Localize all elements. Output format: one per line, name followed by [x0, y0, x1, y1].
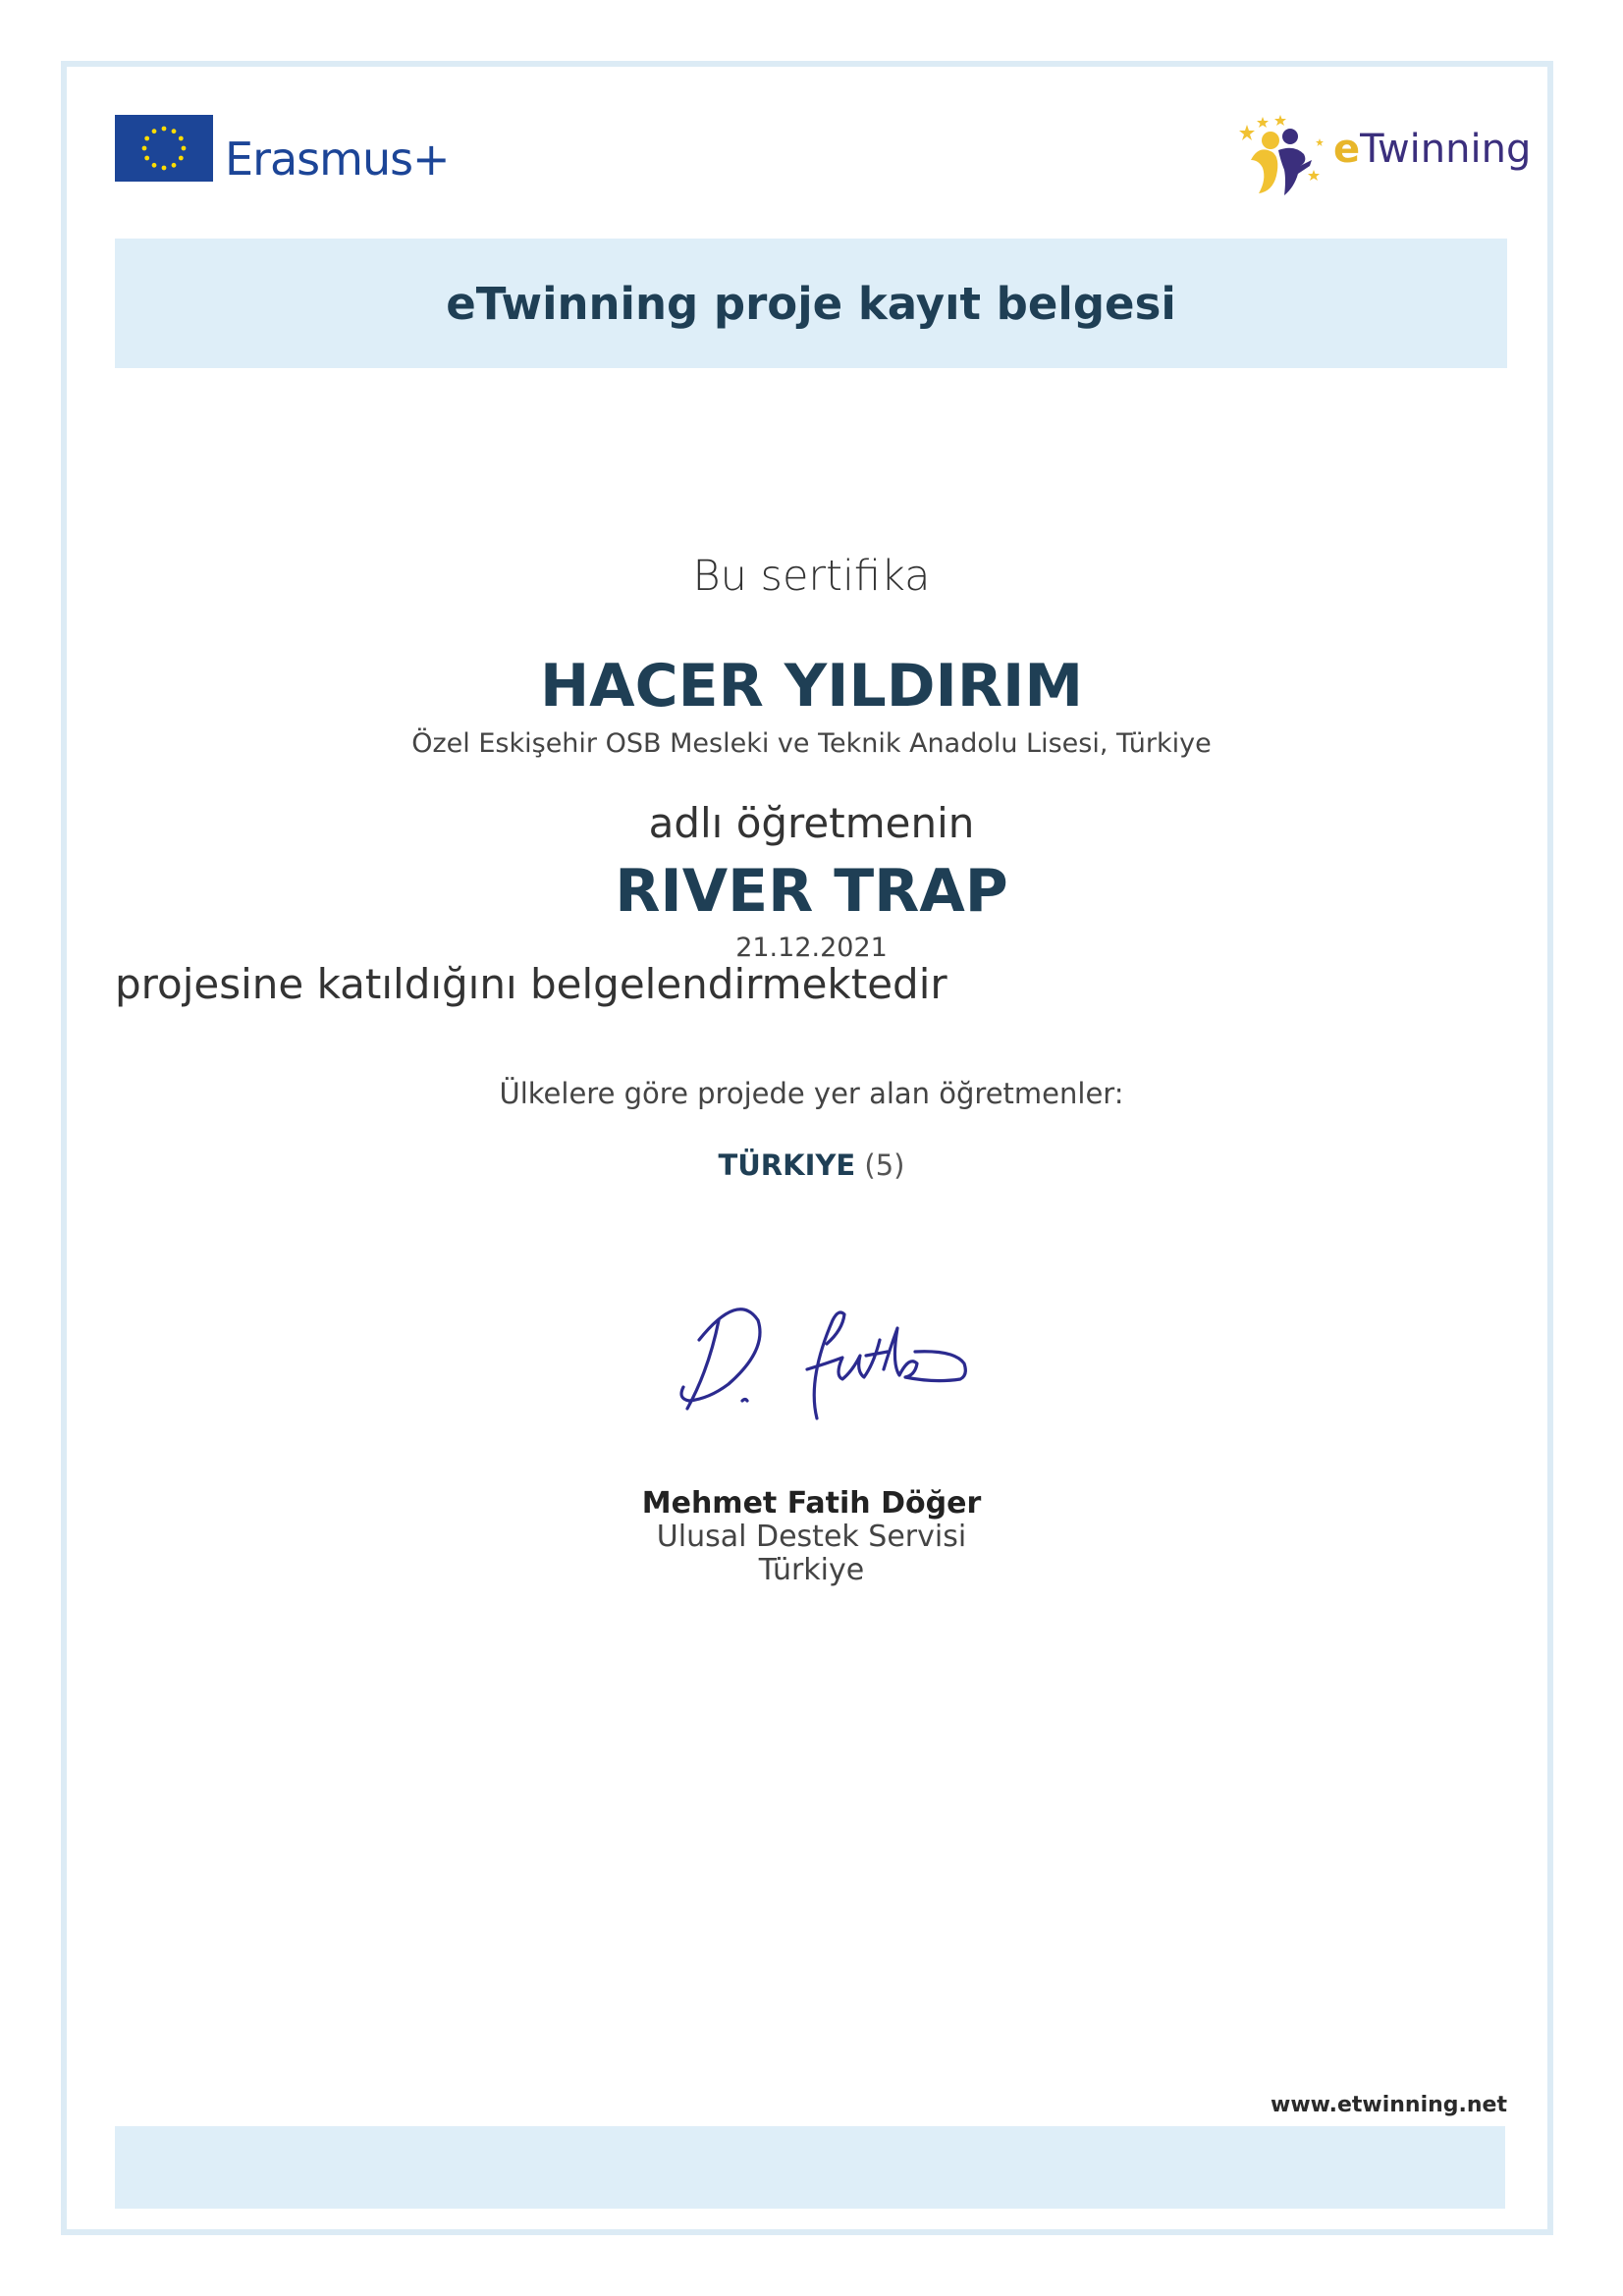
- signatory-name: Mehmet Fatih Döğer: [641, 1486, 982, 1521]
- document-title: eTwinning proje kayıt belgesi: [446, 277, 1176, 330]
- intro-text: Bu sertifika: [692, 552, 931, 601]
- eu-flag-icon: [115, 115, 213, 182]
- erasmus-logo: [115, 113, 450, 184]
- etwinning-logo-text: eTwinning: [1333, 127, 1532, 172]
- signature-image: [670, 1281, 984, 1428]
- erasmus-logo-text: Erasmus+: [225, 133, 450, 186]
- signatory-country: Türkiye: [758, 1553, 865, 1587]
- title-band: [115, 239, 1507, 368]
- country-item: [0, 1148, 1623, 1182]
- website-link[interactable]: www.etwinning.net: [1271, 2093, 1507, 2117]
- etwinning-logo: [1229, 111, 1531, 197]
- signatory-role: Ulusal Destek Servisi: [656, 1520, 967, 1554]
- etwinning-figures-icon: [1229, 111, 1327, 197]
- teacher-suffix-text: adlı öğretmenin: [648, 799, 975, 847]
- project-name: RIVER TRAP: [615, 857, 1008, 926]
- school-name: Özel Eskişehir OSB Mesleki ve Teknik Anadolu Lisesi, Türkiye: [411, 728, 1212, 759]
- footer-band: [115, 2126, 1505, 2209]
- statement-text: projesine katıldığını belgelendirmektedir: [115, 960, 947, 1008]
- teacher-name: HACER YILDIRIM: [539, 652, 1084, 721]
- project-date: 21.12.2021: [735, 933, 888, 963]
- country-name: TÜRKIYE: [718, 1148, 856, 1182]
- country-count: (5): [864, 1148, 905, 1182]
- countries-label: Ülkelere göre projede yer alan öğretmenler:: [499, 1077, 1124, 1110]
